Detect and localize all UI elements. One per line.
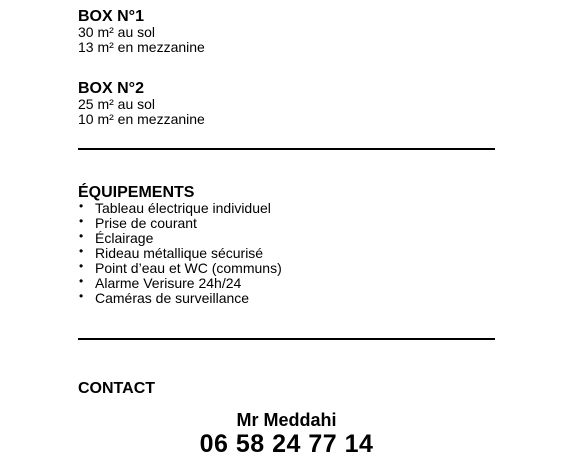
list-item [78, 231, 282, 246]
list-item-label: Rideau métallique sécurisé [95, 245, 264, 261]
contact-phone: 06 58 24 77 14 [199, 430, 374, 458]
bullet-icon: • [79, 289, 84, 303]
list-item-label: Prise de courant [95, 215, 197, 231]
equipements-list [78, 201, 282, 306]
list-item-label: Éclairage [95, 230, 154, 246]
box-1-section [78, 9, 205, 55]
box-2-mezzanine-area: 10 m² en mezzanine [78, 111, 205, 127]
box-2-floor-area: 25 m² au sol [78, 96, 156, 112]
box-1-mezzanine-area: 13 m² en mezzanine [78, 39, 205, 55]
bullet-icon: • [79, 214, 84, 228]
list-item [78, 201, 282, 216]
list-item [78, 216, 282, 231]
divider-1 [78, 148, 495, 150]
contact-name: Mr Meddahi [236, 410, 337, 430]
bullet-icon: • [79, 274, 84, 288]
list-item-label: Point d’eau et WC (communs) [95, 260, 282, 276]
box-2-section [78, 81, 205, 127]
box-1-title: BOX N°1 [78, 8, 144, 25]
equipements-title: ÉQUIPEMENTS [78, 184, 195, 201]
box-1-floor-area: 30 m² au sol [78, 24, 156, 40]
list-item-label: Caméras de surveillance [95, 290, 250, 306]
contact-title: CONTACT [78, 380, 156, 397]
list-item [78, 291, 282, 306]
list-item-label: Tableau électrique individuel [95, 200, 271, 216]
list-item-label: Alarme Verisure 24h/24 [95, 275, 242, 291]
bullet-icon: • [79, 229, 84, 243]
bullet-icon: • [79, 259, 84, 273]
list-item [78, 261, 282, 276]
divider-2 [78, 338, 495, 340]
bullet-icon: • [79, 244, 84, 258]
contact-section [78, 381, 155, 397]
equipements-section [78, 185, 194, 201]
list-item [78, 276, 282, 291]
box-2-title: BOX N°2 [78, 80, 144, 97]
bullet-icon: • [79, 199, 84, 213]
list-item [78, 246, 282, 261]
